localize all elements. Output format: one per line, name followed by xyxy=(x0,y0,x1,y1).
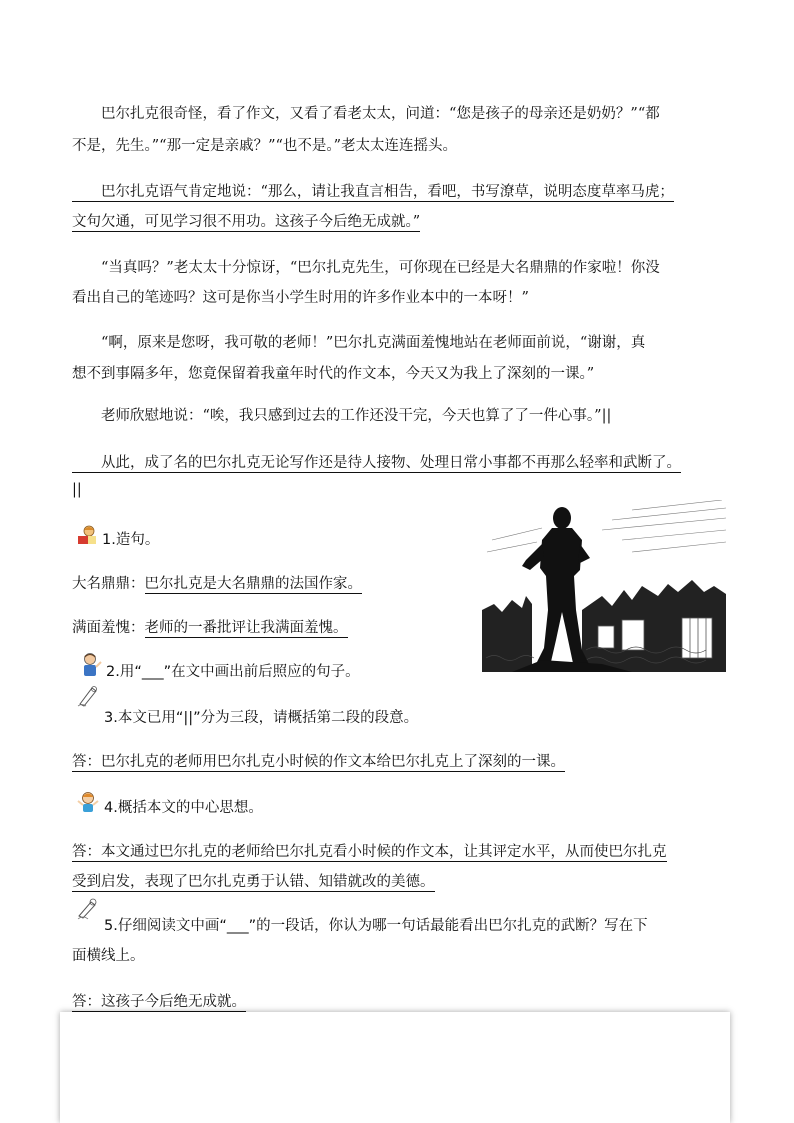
q1-answer: 老师的一番批评让我满面羞愧。 xyxy=(144,620,348,636)
question-5-title-line2: 面横线上。 xyxy=(72,948,145,964)
question-4-title: 4.概括本文的中心思想。 xyxy=(104,800,263,816)
passage-p6-line2: || xyxy=(72,482,82,498)
passage-p4-line2: 想不到事隔多年，您竟保留着我童年时代的作文本，今天又为我上了深刻的一课。” xyxy=(72,366,595,382)
girl-waving-icon xyxy=(76,790,100,814)
q1-word-label: 满面羞愧： xyxy=(72,620,145,636)
boy-pointing-icon xyxy=(78,652,102,678)
passage-p1-line1: 巴尔扎克很奇怪，看了作文，又看了看老太太，问道：“您是孩子的母亲还是奶奶？”“都 xyxy=(72,106,660,122)
question-3-title: 3.本文已用“||”分为三段，请概括第二段的段意。 xyxy=(104,710,419,726)
pen-writing-icon xyxy=(76,896,100,920)
question-2-title: 2.用“___”在文中画出前后照应的句子。 xyxy=(106,664,360,680)
pencil-drawing-icon xyxy=(76,684,100,708)
passage-p5-line1: 老师欣慰地说：“唉，我只感到过去的工作还没干完，今天也算了了一件心事。”|| xyxy=(72,408,612,424)
underlined-sentence: 文句欠通，可见学习很不用功。这孩子今后绝无成就。” xyxy=(72,214,421,230)
reading-child-icon xyxy=(76,524,98,546)
q4-answer-line2 xyxy=(72,870,724,891)
question-1-title: 1.造句。 xyxy=(102,532,160,548)
passage-p4-line1: “啊，原来是您呀，我可敬的老师！”巴尔扎克满面羞愧地站在老师面前说，“谢谢，真 xyxy=(72,335,646,351)
underlined-sentence: 巴尔扎克语气肯定地说：“那么，请让我直言相告，看吧，书写潦草，说明态度草率马虎； xyxy=(72,184,674,200)
q1-word-label: 大名鼎鼎： xyxy=(72,576,145,592)
passage-p3-line2: 看出自己的笔迹吗？这可是你当小学生时用的许多作业本中的一本呀！” xyxy=(72,290,529,306)
q5-answer-line xyxy=(72,990,724,1011)
passage-p2-line2 xyxy=(72,210,724,231)
question-5-title-line1: 5.仔细阅读文中画“___”的一段话，你认为哪一句话最能看出巴尔扎克的武断？写在下 xyxy=(104,918,648,934)
q4-answer: 受到启发，表现了巴尔扎克勇于认错、知错就改的美德。 xyxy=(72,874,435,890)
underlined-sentence: 从此，成了名的巴尔扎克无论写作还是待人接物、处理日常小事都不再那么轻率和武断了。 xyxy=(72,455,681,471)
q5-answer: 答：这孩子今后绝无成就。 xyxy=(72,994,246,1010)
q4-answer: 答：本文通过巴尔扎克的老师给巴尔扎克看小时候的作文本，让其评定水平，从而使巴尔扎克 xyxy=(72,844,667,860)
q3-answer: 答：巴尔扎克的老师用巴尔扎克小时候的作文本给巴尔扎克上了深刻的一课。 xyxy=(72,754,565,770)
q1-answer: 巴尔扎克是大名鼎鼎的法国作家。 xyxy=(144,576,362,592)
passage-p6-line1 xyxy=(72,451,724,472)
q1-item-dmdd xyxy=(72,572,724,593)
q1-item-mmxk xyxy=(72,616,724,637)
passage-p3-line1: “当真吗？”老太太十分惊讶，“巴尔扎克先生，可你现在已经是大名鼎鼎的作家啦！你没 xyxy=(72,260,660,276)
passage-p1-line2: 不是，先生。”“那一定是亲戚？”“也不是。”老太太连连摇头。 xyxy=(72,138,458,154)
bottom-answer-box xyxy=(60,1012,730,1123)
q3-answer-line xyxy=(72,750,724,771)
passage-p2-line1 xyxy=(72,180,724,201)
q4-answer-line1 xyxy=(72,840,724,861)
